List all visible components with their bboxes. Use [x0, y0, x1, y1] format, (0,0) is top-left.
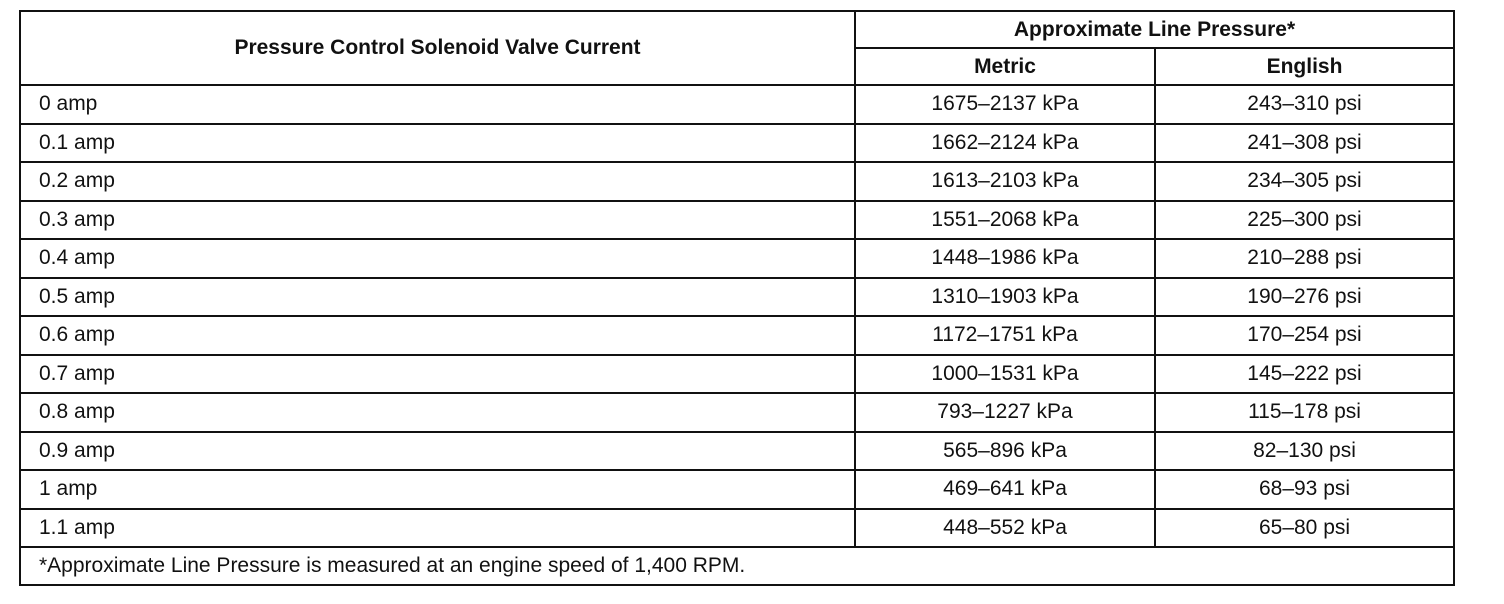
- cell-english: 170–254 psi: [1155, 316, 1454, 355]
- cell-current: 0.6 amp: [20, 316, 855, 355]
- cell-current: 0 amp: [20, 85, 855, 124]
- cell-english: 82–130 psi: [1155, 432, 1454, 471]
- table-row: [20, 85, 1454, 124]
- cell-metric: 1310–1903 kPa: [855, 278, 1155, 317]
- table-row: [20, 278, 1454, 317]
- cell-metric: 1613–2103 kPa: [855, 162, 1155, 201]
- cell-current: 1 amp: [20, 470, 855, 509]
- cell-english: 225–300 psi: [1155, 201, 1454, 240]
- cell-metric: 1662–2124 kPa: [855, 124, 1155, 163]
- footnote: *Approximate Line Pressure is measured at an engine speed of 1,400 RPM.: [20, 547, 1454, 585]
- table-header: [20, 11, 1454, 85]
- cell-metric: 1448–1986 kPa: [855, 239, 1155, 278]
- cell-current: 0.7 amp: [20, 355, 855, 394]
- table-row: [20, 162, 1454, 201]
- cell-metric: 1000–1531 kPa: [855, 355, 1155, 394]
- cell-metric: 1172–1751 kPa: [855, 316, 1155, 355]
- cell-current: 0.3 amp: [20, 201, 855, 240]
- line-pressure-table: [19, 10, 1455, 586]
- cell-current: 0.9 amp: [20, 432, 855, 471]
- cell-metric: 1675–2137 kPa: [855, 85, 1155, 124]
- cell-english: 190–276 psi: [1155, 278, 1454, 317]
- table-row: [20, 124, 1454, 163]
- cell-metric: 793–1227 kPa: [855, 393, 1155, 432]
- cell-current: 0.4 amp: [20, 239, 855, 278]
- cell-current: 0.8 amp: [20, 393, 855, 432]
- header-line-pressure-group: Approximate Line Pressure*: [855, 11, 1454, 48]
- table-row: [20, 393, 1454, 432]
- footnote-row: [20, 547, 1454, 585]
- table-row: [20, 470, 1454, 509]
- cell-english: 241–308 psi: [1155, 124, 1454, 163]
- cell-english: 68–93 psi: [1155, 470, 1454, 509]
- cell-english: 115–178 psi: [1155, 393, 1454, 432]
- table-row: [20, 432, 1454, 471]
- table-row: [20, 509, 1454, 548]
- table-footer: [20, 547, 1454, 585]
- table-row: [20, 355, 1454, 394]
- cell-metric: 448–552 kPa: [855, 509, 1155, 548]
- header-row-top: [20, 11, 1454, 48]
- cell-current: 0.2 amp: [20, 162, 855, 201]
- table-row: [20, 239, 1454, 278]
- cell-current: 0.1 amp: [20, 124, 855, 163]
- table-body: [20, 85, 1454, 547]
- cell-metric: 469–641 kPa: [855, 470, 1155, 509]
- table-row: [20, 316, 1454, 355]
- header-current: Pressure Control Solenoid Valve Current: [20, 11, 855, 85]
- header-metric: Metric: [855, 48, 1155, 85]
- header-english: English: [1155, 48, 1454, 85]
- cell-metric: 1551–2068 kPa: [855, 201, 1155, 240]
- cell-current: 1.1 amp: [20, 509, 855, 548]
- cell-english: 145–222 psi: [1155, 355, 1454, 394]
- cell-english: 210–288 psi: [1155, 239, 1454, 278]
- cell-english: 65–80 psi: [1155, 509, 1454, 548]
- table-row: [20, 201, 1454, 240]
- cell-metric: 565–896 kPa: [855, 432, 1155, 471]
- cell-english: 243–310 psi: [1155, 85, 1454, 124]
- cell-current: 0.5 amp: [20, 278, 855, 317]
- cell-english: 234–305 psi: [1155, 162, 1454, 201]
